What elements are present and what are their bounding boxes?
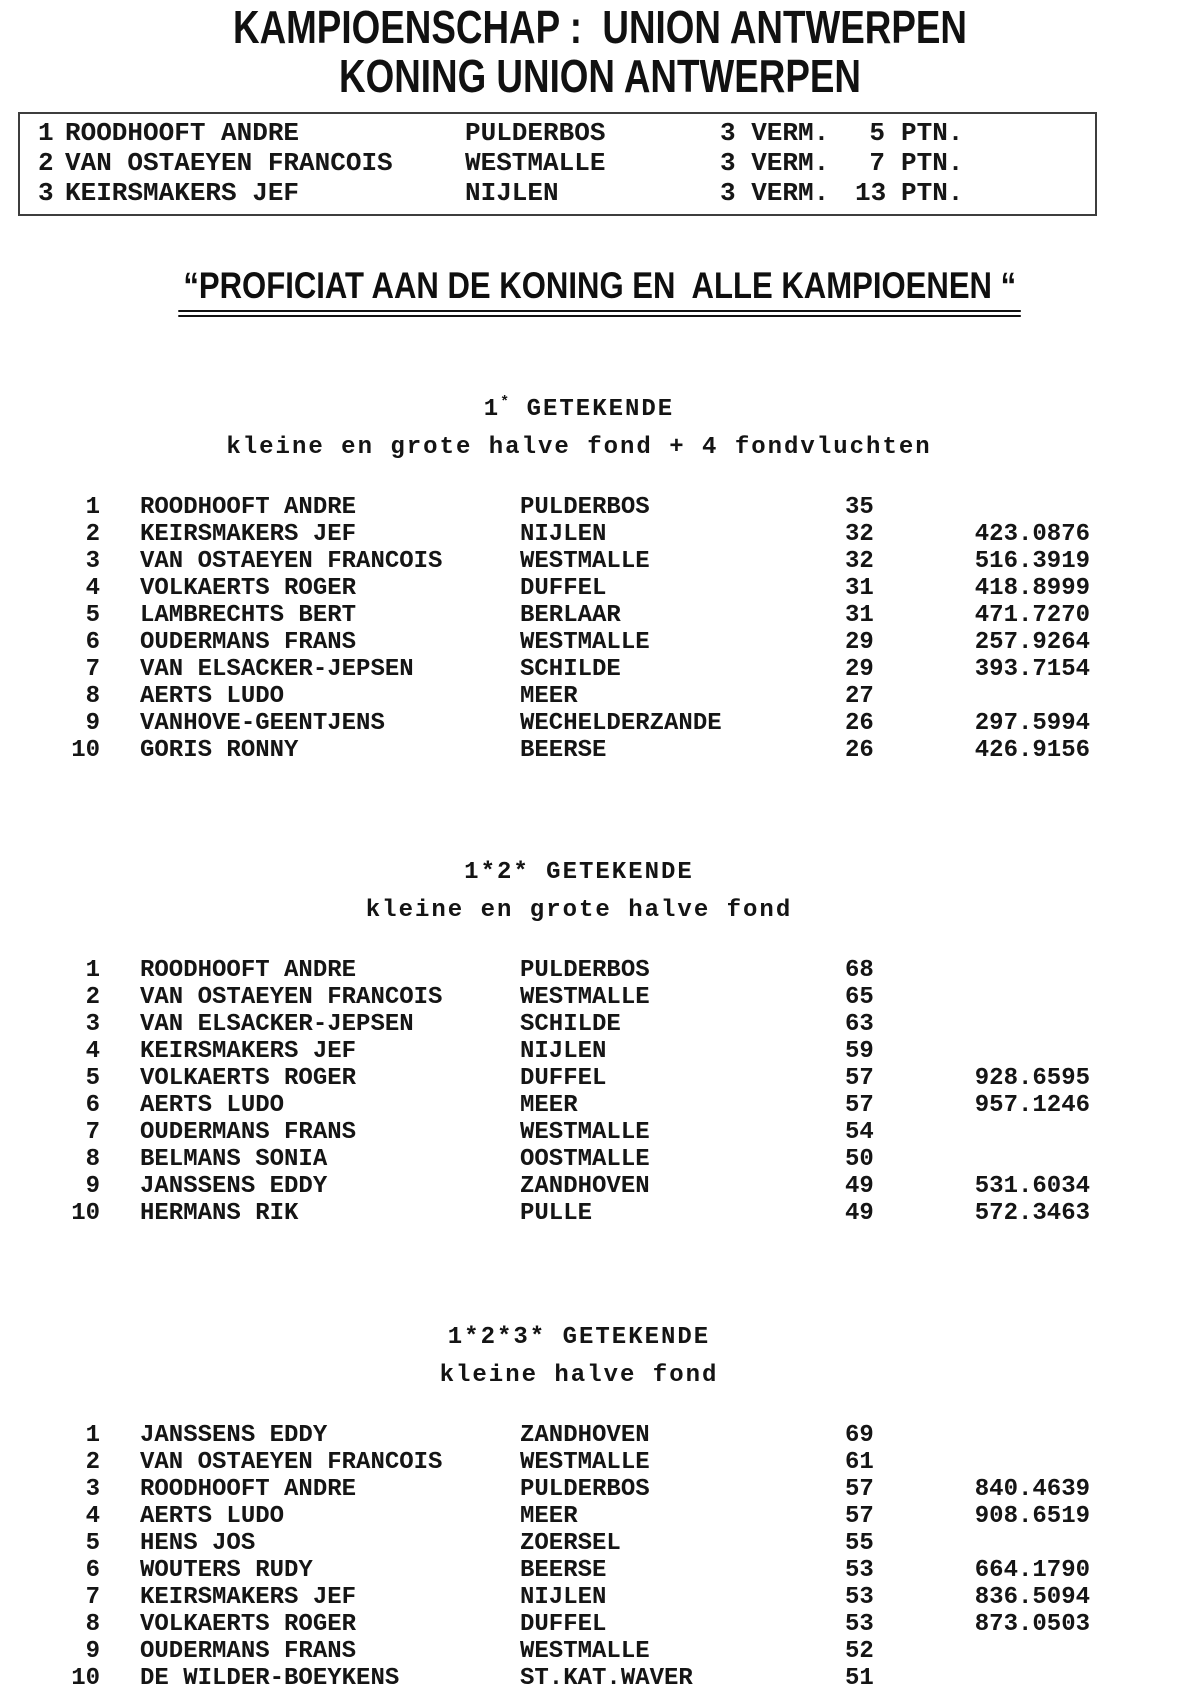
table-row xyxy=(68,1146,1090,1173)
name-cell: AERTS LUDO xyxy=(140,683,285,710)
rank-cell: 8 xyxy=(85,1611,100,1638)
rank-cell: 1 xyxy=(38,118,54,148)
table-row xyxy=(68,1011,1090,1038)
city-cell: NIJLEN xyxy=(520,1038,607,1065)
points-cell: 61 xyxy=(845,1449,874,1476)
name-cell: VAN ELSACKER-JEPSEN xyxy=(140,656,414,683)
rank-cell: 7 xyxy=(85,656,100,683)
name-cell: KEIRSMAKERS JEF xyxy=(140,1584,357,1611)
name-cell: VANHOVE-GEENTJENS xyxy=(140,710,385,737)
name-cell: JANSSENS EDDY xyxy=(140,1422,328,1449)
rank-cell: 9 xyxy=(85,1173,100,1200)
table-row xyxy=(68,710,1090,737)
points-cell: 7 xyxy=(869,148,885,178)
table-row xyxy=(68,629,1090,656)
name-cell: VAN ELSACKER-JEPSEN xyxy=(140,1011,414,1038)
table-row xyxy=(68,1038,1090,1065)
city-cell: MEER xyxy=(520,1092,578,1119)
ranking-section-1 xyxy=(68,389,1090,764)
vermeldingen-cell: 3 VERM. xyxy=(720,178,830,208)
city-cell: WESTMALLE xyxy=(520,548,650,575)
name-cell: BELMANS SONIA xyxy=(140,1146,328,1173)
table-row xyxy=(68,1530,1090,1557)
name-cell: OUDERMANS FRANS xyxy=(140,1119,357,1146)
points-cell: 54 xyxy=(845,1119,874,1146)
city-cell: SCHILDE xyxy=(520,656,621,683)
congrats-banner: “PROFICIAT AAN DE KONING EN ALLE KAMPIOENEN “ xyxy=(179,266,1022,317)
points-cell: 32 xyxy=(845,521,874,548)
city-cell: WESTMALLE xyxy=(520,984,650,1011)
name-cell: AERTS LUDO xyxy=(140,1503,285,1530)
name-cell: ROODHOOFT ANDRE xyxy=(140,1476,357,1503)
table-row xyxy=(68,575,1090,602)
city-cell: WESTMALLE xyxy=(520,1638,650,1665)
coefficient-cell: 471.7270 xyxy=(974,602,1090,629)
section-subtitle: kleine en grote halve fond xyxy=(365,897,793,924)
name-cell: AERTS LUDO xyxy=(140,1092,285,1119)
rank-cell: 1 xyxy=(85,957,100,984)
rank-cell: 10 xyxy=(71,1200,100,1227)
points-cell: 57 xyxy=(845,1092,874,1119)
table-row xyxy=(68,984,1090,1011)
section-title-sup: * xyxy=(500,394,511,411)
rank-cell: 5 xyxy=(85,1065,100,1092)
rank-cell: 4 xyxy=(85,1038,100,1065)
rank-cell: 4 xyxy=(85,575,100,602)
city-cell: ZOERSEL xyxy=(520,1530,621,1557)
city-cell: OOSTMALLE xyxy=(520,1146,650,1173)
coefficient-cell: 572.3463 xyxy=(974,1200,1090,1227)
points-cell: 65 xyxy=(845,984,874,1011)
coefficient-cell xyxy=(905,1038,1090,1065)
table-row xyxy=(68,1119,1090,1146)
king-box-row xyxy=(20,148,1095,178)
points-cell: 29 xyxy=(845,629,874,656)
points-cell: 52 xyxy=(845,1638,874,1665)
name-cell: VOLKAERTS ROGER xyxy=(140,1065,357,1092)
section-title-main: 1 xyxy=(483,396,501,423)
city-cell: MEER xyxy=(520,683,578,710)
name-cell: OUDERMANS FRANS xyxy=(140,629,357,656)
city-cell: NIJLEN xyxy=(520,521,607,548)
table-row xyxy=(68,521,1090,548)
table-row xyxy=(68,1638,1090,1665)
city-cell: DUFFEL xyxy=(520,1065,607,1092)
coefficient-cell xyxy=(905,683,1090,710)
name-cell: VAN OSTAEYEN FRANCOIS xyxy=(65,148,393,178)
city-cell: ST.KAT.WAVER xyxy=(520,1665,693,1692)
table-row xyxy=(68,1200,1090,1227)
name-cell: DE WILDER-BOEYKENS xyxy=(140,1665,400,1692)
name-cell: OUDERMANS FRANS xyxy=(140,1638,357,1665)
name-cell: LAMBRECHTS BERT xyxy=(140,602,357,629)
congrats-banner-wrap xyxy=(0,266,1200,317)
city-cell: PULDERBOS xyxy=(520,1476,650,1503)
rank-cell: 9 xyxy=(85,710,100,737)
vermeldingen-cell: 3 VERM. xyxy=(720,148,830,178)
points-cell: 57 xyxy=(845,1476,874,1503)
coefficient-cell: 664.1790 xyxy=(974,1557,1090,1584)
table-row xyxy=(68,1422,1090,1449)
name-cell: GORIS RONNY xyxy=(140,737,299,764)
name-cell: HENS JOS xyxy=(140,1530,256,1557)
rank-cell: 5 xyxy=(85,1530,100,1557)
rank-cell: 6 xyxy=(85,1092,100,1119)
rank-cell: 2 xyxy=(85,521,100,548)
city-cell: WESTMALLE xyxy=(465,148,606,178)
name-cell: ROODHOOFT ANDRE xyxy=(140,494,357,521)
name-cell: JANSSENS EDDY xyxy=(140,1173,328,1200)
city-cell: WECHELDERZANDE xyxy=(520,710,722,737)
points-cell: 63 xyxy=(845,1011,874,1038)
rank-cell: 3 xyxy=(85,548,100,575)
rank-cell: 6 xyxy=(85,1557,100,1584)
ranking-table-3 xyxy=(68,1422,1090,1692)
coefficient-cell xyxy=(905,984,1090,1011)
name-cell: ROODHOOFT ANDRE xyxy=(65,118,300,148)
rank-cell: 9 xyxy=(85,1638,100,1665)
city-cell: MEER xyxy=(520,1503,578,1530)
points-cell: 29 xyxy=(845,656,874,683)
points-cell: 31 xyxy=(845,602,874,629)
table-row xyxy=(68,957,1090,984)
points-cell: 53 xyxy=(845,1611,874,1638)
city-cell: BERLAAR xyxy=(520,602,621,629)
coefficient-cell xyxy=(905,1422,1090,1449)
rank-cell: 8 xyxy=(85,1146,100,1173)
coefficient-cell: 531.6034 xyxy=(974,1173,1090,1200)
city-cell: ZANDHOVEN xyxy=(520,1422,650,1449)
city-cell: SCHILDE xyxy=(520,1011,621,1038)
rank-cell: 2 xyxy=(38,148,54,178)
city-cell: DUFFEL xyxy=(520,575,607,602)
city-cell: NIJLEN xyxy=(465,178,559,208)
document-header xyxy=(0,0,1200,101)
section-title-main: 1*2* xyxy=(464,859,530,886)
rank-cell: 2 xyxy=(85,984,100,1011)
points-cell: 57 xyxy=(845,1503,874,1530)
rank-cell: 3 xyxy=(85,1011,100,1038)
name-cell: WOUTERS RUDY xyxy=(140,1557,313,1584)
coefficient-cell: 836.5094 xyxy=(974,1584,1090,1611)
table-row xyxy=(68,737,1090,764)
name-cell: VOLKAERTS ROGER xyxy=(140,1611,357,1638)
city-cell: WESTMALLE xyxy=(520,1119,650,1146)
ranking-table-1 xyxy=(68,494,1090,764)
points-cell: 59 xyxy=(845,1038,874,1065)
points-cell: 49 xyxy=(845,1173,874,1200)
table-row xyxy=(68,1584,1090,1611)
name-cell: KEIRSMAKERS JEF xyxy=(65,178,300,208)
points-cell: 31 xyxy=(845,575,874,602)
rank-cell: 6 xyxy=(85,629,100,656)
section-title-rest: GETEKENDE xyxy=(510,396,675,423)
coefficient-cell: 516.3919 xyxy=(974,548,1090,575)
rank-cell: 5 xyxy=(85,602,100,629)
table-row xyxy=(68,1611,1090,1638)
points-cell: 53 xyxy=(845,1584,874,1611)
table-row xyxy=(68,1503,1090,1530)
city-cell: WESTMALLE xyxy=(520,629,650,656)
points-cell: 53 xyxy=(845,1557,874,1584)
section-subtitle: kleine en grote halve fond + 4 fondvluchten xyxy=(226,434,932,461)
rank-cell: 1 xyxy=(85,494,100,521)
section-title-rest: GETEKENDE xyxy=(546,1324,711,1351)
rank-cell: 8 xyxy=(85,683,100,710)
rank-cell: 3 xyxy=(38,178,54,208)
table-row xyxy=(68,1092,1090,1119)
city-cell: BEERSE xyxy=(520,1557,607,1584)
section-subtitle: kleine halve fond xyxy=(439,1362,719,1389)
points-cell: 51 xyxy=(845,1665,874,1692)
points-cell: 26 xyxy=(845,737,874,764)
ranking-table-2 xyxy=(68,957,1090,1227)
coefficient-cell: 423.0876 xyxy=(974,521,1090,548)
points-cell: 50 xyxy=(845,1146,874,1173)
name-cell: HERMANS RIK xyxy=(140,1200,299,1227)
coefficient-cell: 873.0503 xyxy=(974,1611,1090,1638)
coefficient-cell: 957.1246 xyxy=(974,1092,1090,1119)
city-cell: DUFFEL xyxy=(520,1611,607,1638)
name-cell: VOLKAERTS ROGER xyxy=(140,575,357,602)
coefficient-cell xyxy=(905,1119,1090,1146)
ranking-section-2 xyxy=(68,852,1090,1227)
section-title xyxy=(68,1317,1090,1351)
coefficient-cell: 418.8999 xyxy=(974,575,1090,602)
section-title-main: 1*2*3* xyxy=(447,1324,547,1351)
coefficient-cell: 426.9156 xyxy=(974,737,1090,764)
coefficient-cell: 257.9264 xyxy=(974,629,1090,656)
points-cell: 55 xyxy=(845,1530,874,1557)
name-cell: VAN OSTAEYEN FRANCOIS xyxy=(140,548,443,575)
city-cell: PULDERBOS xyxy=(465,118,606,148)
page-title-line1: KAMPIOENSCHAP : UNION ANTWERPEN xyxy=(233,1,967,53)
rank-cell: 10 xyxy=(71,1665,100,1692)
points-cell: 32 xyxy=(845,548,874,575)
city-cell: NIJLEN xyxy=(520,1584,607,1611)
city-cell: WESTMALLE xyxy=(520,1449,650,1476)
city-cell: ZANDHOVEN xyxy=(520,1173,650,1200)
rank-cell: 1 xyxy=(85,1422,100,1449)
coefficient-cell xyxy=(905,1530,1090,1557)
name-cell: ROODHOOFT ANDRE xyxy=(140,957,357,984)
section-title xyxy=(68,389,1090,423)
points-cell: 5 xyxy=(869,118,885,148)
rank-cell: 7 xyxy=(85,1584,100,1611)
table-row xyxy=(68,1476,1090,1503)
coefficient-cell: 840.4639 xyxy=(974,1476,1090,1503)
coefficient-cell xyxy=(905,1449,1090,1476)
points-cell: 69 xyxy=(845,1422,874,1449)
city-cell: PULDERBOS xyxy=(520,957,650,984)
coefficient-cell xyxy=(905,1146,1090,1173)
points-cell: 49 xyxy=(845,1200,874,1227)
rank-cell: 2 xyxy=(85,1449,100,1476)
name-cell: VAN OSTAEYEN FRANCOIS xyxy=(140,984,443,1011)
section-title xyxy=(68,852,1090,886)
vermeldingen-cell: 3 VERM. xyxy=(720,118,830,148)
coefficient-cell xyxy=(905,957,1090,984)
coefficient-cell: 297.5994 xyxy=(974,710,1090,737)
name-cell: VAN OSTAEYEN FRANCOIS xyxy=(140,1449,443,1476)
table-row xyxy=(68,548,1090,575)
points-cell: 68 xyxy=(845,957,874,984)
rank-cell: 7 xyxy=(85,1119,100,1146)
rank-cell: 10 xyxy=(71,737,100,764)
coefficient-cell: 928.6595 xyxy=(974,1065,1090,1092)
coefficient-cell xyxy=(905,1011,1090,1038)
table-row xyxy=(68,1449,1090,1476)
table-row xyxy=(68,602,1090,629)
points-cell: 13 xyxy=(855,178,887,208)
points-cell: 26 xyxy=(845,710,874,737)
table-row xyxy=(68,1557,1090,1584)
points-label: PTN. xyxy=(901,118,964,148)
points-label: PTN. xyxy=(901,148,964,178)
coefficient-cell: 908.6519 xyxy=(974,1503,1090,1530)
king-results-box xyxy=(18,112,1097,216)
section-title-rest: GETEKENDE xyxy=(529,859,694,886)
coefficient-cell xyxy=(905,1638,1090,1665)
table-row xyxy=(68,683,1090,710)
name-cell: KEIRSMAKERS JEF xyxy=(140,521,357,548)
table-row xyxy=(68,1065,1090,1092)
rank-cell: 3 xyxy=(85,1476,100,1503)
points-cell: 27 xyxy=(845,683,874,710)
table-row xyxy=(68,656,1090,683)
coefficient-cell: 393.7154 xyxy=(974,656,1090,683)
ranking-section-3 xyxy=(68,1317,1090,1692)
city-cell: BEERSE xyxy=(520,737,607,764)
rank-cell: 4 xyxy=(85,1503,100,1530)
king-box-row xyxy=(20,118,1095,148)
king-box-row xyxy=(20,178,1095,208)
city-cell: PULLE xyxy=(520,1200,593,1227)
coefficient-cell xyxy=(905,494,1090,521)
points-cell: 35 xyxy=(845,494,874,521)
city-cell: PULDERBOS xyxy=(520,494,650,521)
table-row xyxy=(68,1173,1090,1200)
points-label: PTN. xyxy=(901,178,964,208)
table-row xyxy=(68,494,1090,521)
page-title-line2: KONING UNION ANTWERPEN xyxy=(338,50,861,102)
name-cell: KEIRSMAKERS JEF xyxy=(140,1038,357,1065)
points-cell: 57 xyxy=(845,1065,874,1092)
